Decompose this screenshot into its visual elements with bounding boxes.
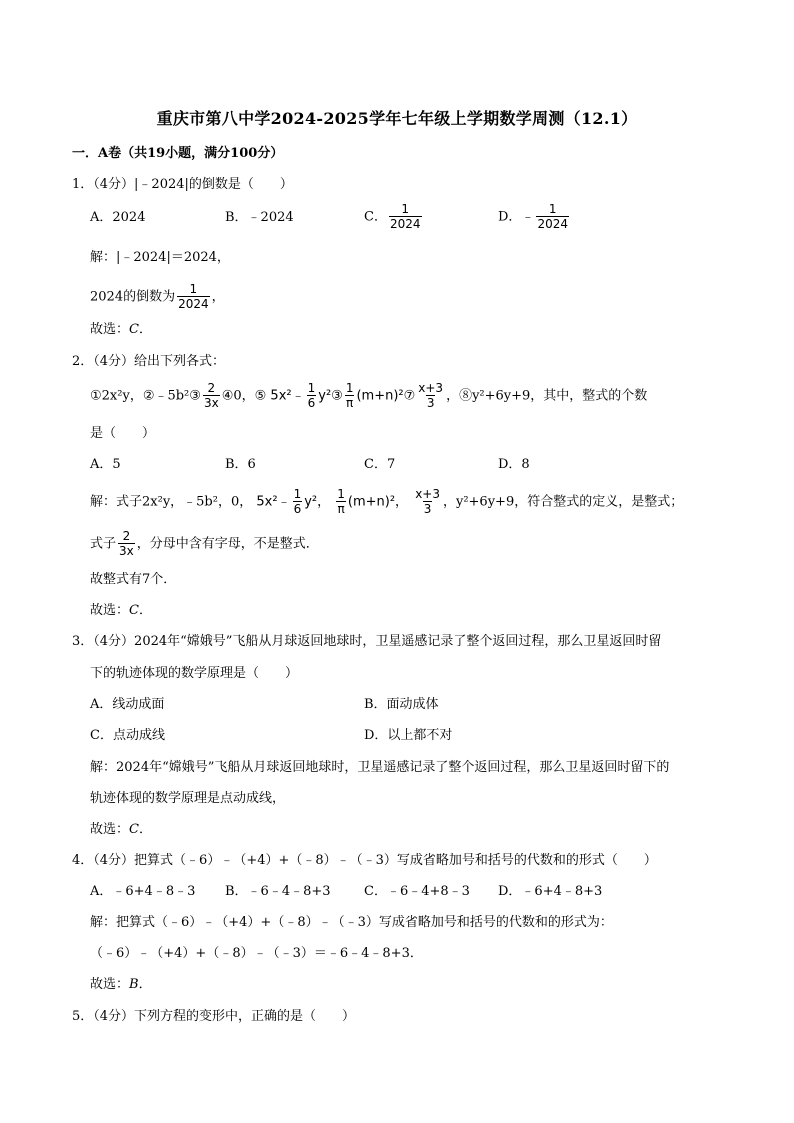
q3-option-c: C．点动成线 [90, 728, 165, 743]
q2-expressions: ①2x²y，②﹣5b²③ $\frac{2}{3x}$ ④0，⑤ 5x²﹣ $\frac{1}{6}$ y²③ $\frac{1}{\pi}$ (m+n)²⑦ $\frac{x+3}{3}$ ，⑧y²+6y+9，其中，整式的个数 [90, 381, 648, 410]
q2-solution-1: 解：式子2x²y，﹣5b²，0， 5x²﹣ $\frac{1}{6}$ y²， $\frac{1}{\pi}$ (m+n)²， $\frac{x+3}{3}$ ，y²+6y+9，符合整式的定义，是整式； [90, 487, 684, 516]
page-title: 重庆市第八中学2024-2025学年七年级上学期数学周测（12.1） [156, 109, 638, 128]
fraction: $\frac{1}{2024}$ [537, 202, 568, 231]
fraction: $\frac{1}{\pi}$ [345, 381, 354, 410]
fraction: $\frac{1}{2024}$ [178, 282, 209, 311]
q2-answer: 故选：C． [90, 603, 152, 618]
q4-solution-1: 解：把算式（﹣6）﹣（+4）+（﹣8）﹣（﹣3）写成省略加号和括号的代数和的形式为： [90, 915, 613, 930]
q4-option-d: D．﹣6+4﹣8+3 [498, 884, 603, 899]
fraction: $\frac{2}{3x}$ [119, 529, 134, 558]
q1-option-b: B．﹣2024 [225, 210, 294, 225]
fraction: $\frac{1}{6}$ [307, 381, 316, 410]
q2-option-b: B．6 [225, 457, 256, 472]
fraction: $\frac{1}{6}$ [293, 487, 302, 516]
q5-stem: 5．（4分）下列方程的变形中，正确的是（ ） [72, 1009, 356, 1024]
q4-answer: 故选：B． [90, 977, 152, 992]
fraction: $\frac{1}{2024}$ [389, 202, 421, 231]
q4-option-a: A．﹣6+4﹣8﹣3 [90, 884, 196, 899]
q3-solution-2: 轨迹体现的数学原理是点动成线， [90, 791, 286, 806]
q3-stem-2: 下的轨迹体现的数学原理是（ ） [90, 666, 299, 681]
q3-stem-1: 3．（4分）2024年“嫦娥号”飞船从月球返回地球时，卫星遥感记录了整个返回过程，那么卫星返回时留 [72, 634, 662, 649]
q1-option-c: C． $\frac{1}{2024}$ [364, 202, 421, 231]
q1-answer: 故选：C． [90, 322, 152, 337]
q3-answer: 故选：C． [90, 822, 152, 837]
q1-option-a: A．2024 [90, 210, 146, 225]
section-heading: 一．A卷（共19小题，满分100分） [72, 146, 284, 161]
fraction: $\frac{1}{\pi}$ [337, 487, 345, 516]
q2-option-d: D．8 [498, 457, 530, 472]
q3-option-b: B．面动成体 [364, 697, 439, 712]
q1-stem: 1．（4分）|﹣2024|的倒数是（ ） [72, 177, 293, 192]
q4-solution-2: （﹣6）﹣（+4）+（﹣8）﹣（﹣3）＝﹣6﹣4﹣8+3． [90, 946, 423, 961]
q4-stem: 4．（4分）把算式（﹣6）﹣（+4）+（﹣8）﹣（﹣3）写成省略加号和括号的代数和的形式（ ） [72, 853, 657, 868]
q3-solution-1: 解：2024年“嫦娥号”飞船从月球返回地球时，卫星遥感记录了整个返回过程，那么卫星返回时留下的 [90, 760, 670, 775]
q1-option-d: D．﹣ $\frac{1}{2024}$ [498, 202, 568, 231]
q2-solution-2: 式子 $\frac{2}{3x}$ ，分母中含有字母，不是整式． [90, 529, 319, 558]
q2-option-a: A．5 [90, 457, 121, 472]
q3-option-d: D．以上都不对 [364, 728, 453, 743]
q2-stem: 2．（4分）给出下列各式： [72, 354, 226, 369]
q3-option-a: A．线动成面 [90, 697, 165, 712]
q2-stem-continued: 是（ ） [90, 426, 156, 441]
q4-option-b: B．﹣6﹣4﹣8+3 [225, 884, 331, 899]
q4-option-c: C．﹣6﹣4+8﹣3 [364, 884, 470, 899]
q1-solution-2: 2024的倒数为 $\frac{1}{2024}$ ， [90, 282, 225, 311]
q2-solution-3: 故整式有7个． [90, 572, 177, 587]
fraction: $\frac{x+3}{3}$ [415, 487, 440, 516]
fraction: $\frac{x+3}{3}$ [418, 381, 444, 410]
fraction: $\frac{2}{3x}$ [203, 381, 219, 410]
q1-solution-1: 解：|﹣2024|＝2024， [90, 250, 230, 265]
q2-option-c: C．7 [364, 457, 396, 472]
